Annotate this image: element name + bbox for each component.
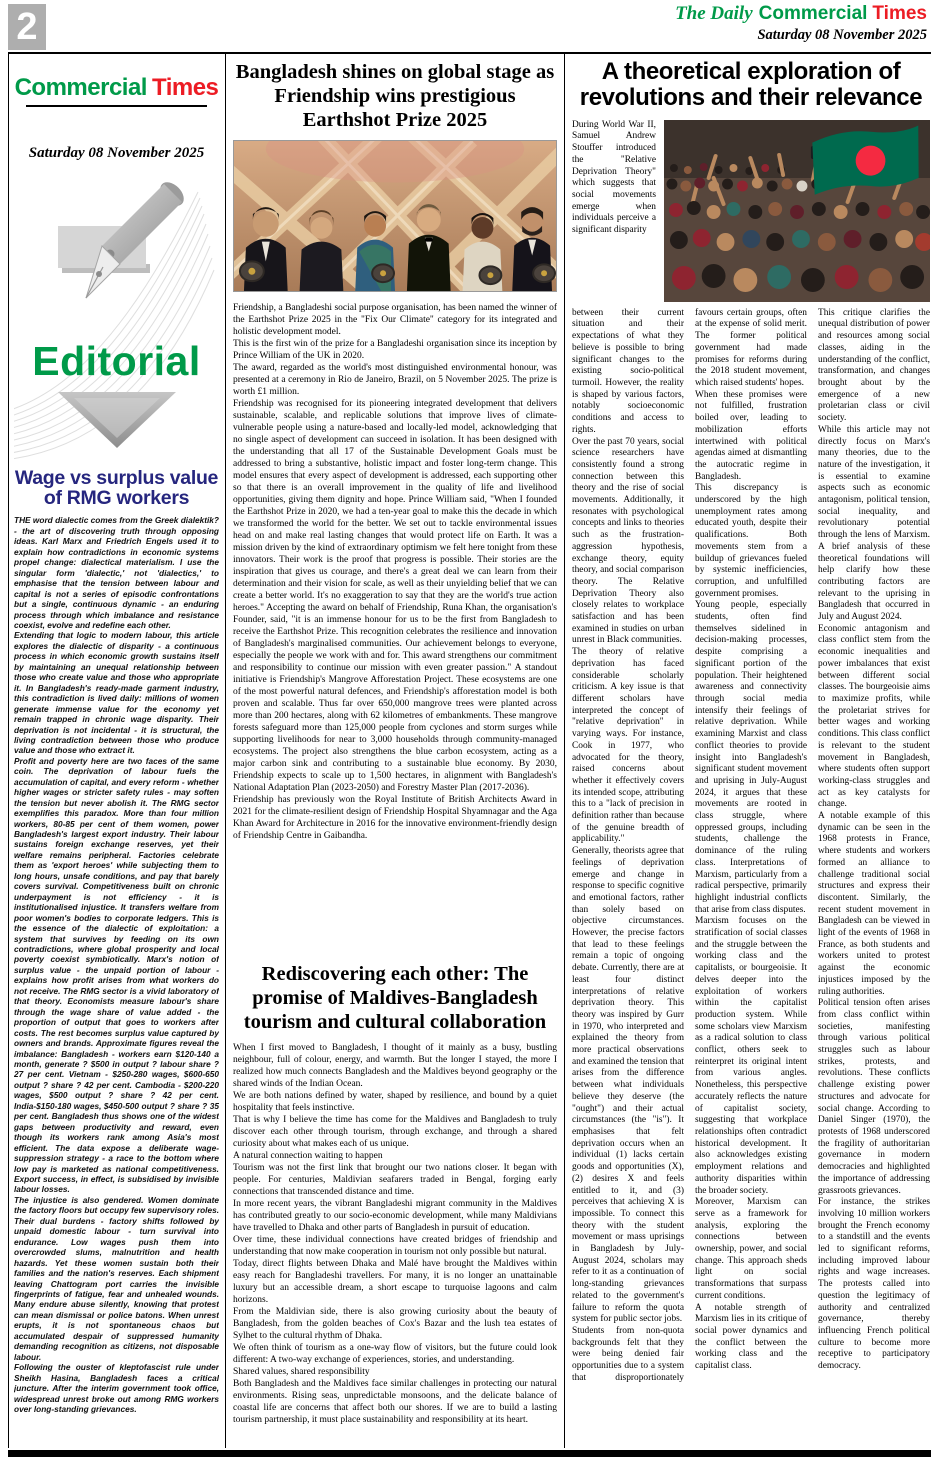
- earthshot-photo: [233, 140, 557, 292]
- paragraph: THE word dialectic comes from the Greek dialektik? - the art of discovering truth through opposing ideas. Karl Marx and Friedrich Engels used it to explain how contradictions in economic systems propel change: dialectical materialism. I use the singular form 'dialectic,' not 'dialectics,' to emphasise that the tension between labour and capital is not a series of episodic confrontations but a single, continuous dynamic - an enduring process through which imbalance and resistance coexist, evolve and redefine each other.: [14, 515, 219, 630]
- editorial-logo: [14, 74, 219, 107]
- logo-underline: [26, 105, 206, 107]
- paragraph: Both Bangladesh and the Maldives face similar challenges in protecting our natural environments. Rising seas, unpredictable monsoons, and the delicate balance of coastal life are concerns that affect both our shores. If we are to build a lasting tourism partnership, it must place sustainability and responsibility at its heart.: [233, 1378, 557, 1425]
- paragraph: Marxism focuses on the stratification of social classes and the struggle between the working class and the capitalists, or bourgeoisie. It delves deeper into the exploitation of workers within the capitalist production system. While some scholars view Marxism as a radical solution to class conflict, others seek to reinterpret its original intent from various angles. Nonetheless, this perspective accurately reflects the nature of capitalist society, suggesting that workplace relationships often contradict historical development. It also acknowledges existing employment relations and authority disparities within the broader society.: [695, 916, 807, 1196]
- paragraph: This discrepancy is underscored by the high unemployment rates among educated youth, despite their qualifications. Both movements stem from a buildup of grievances fueled by systemic inefficiencies, corruption, and unfulfilled government promises.: [695, 483, 807, 599]
- issue-date: Saturday 08 November 2025: [757, 27, 927, 43]
- paragraph: Moreover, Marxism can serve as a framework for analysis, exploring the connections between ownership, power, and social change. This approach sheds light on social transformations that surpass current conditions.: [695, 1197, 807, 1301]
- paragraph: Profit and poverty here are two faces of the same coin. The deprivation of labour fuels the accumulation of capital, and every reform - whether higher wages or stricter safety rules - may soften the tension but never abolish it. The RMG sector exemplifies this paradox. More than four million workers, 80-85 per cent of them women, power Bangladesh's largest export industry. Their labour sustains foreign exchange reserves, yet their welfare remains peripheral. Factories celebrate them as 'export heroes' while subjecting them to long hours, unsafe conditions, and pay that barely covers survival. Competitiveness built on chronic underpayment is not efficiency - it is institutionalised injustice. It transfers welfare from poor women's bodies to corporate ledgers. This is the essence of the dialectic of exploitation: a system that survives by feeding on its own contradictions, where global prosperity and local poverty coexist symbiotically. Marx's notion of surplus value - the unpaid portion of labour - explains how profit arises from what workers do not receive. The RMG sector is a vivid laboratory of that theory. Economists measure labour's share through the wage share of value added - the proportion of output that goes to workers after costs. The rest becomes surplus value captured by owners and brands. Approximate figures reveal the imbalance: Bangladesh - workers earn $120-140 a month, generate ? $500 in output ? labour share ? 27 per cent. Vietnam - $250-280 wages, $600-650 output ? share ? 42 per cent. Cambodia - $200-220 wages, $500 output ? share ? 42 per cent. India-$150-180 wages, $450-500 output ? share ? 35 per cent. Bangladesh thus shows one of the widest gaps between productivity and reward, even though its workers rank among Asia's most efficient. The data expose a deliberate wage-suppression strategy - a race to the bottom where low pay is marketed as national competitiveness. Export success, in effect, is subsidised by invisible labour losses.: [14, 755, 219, 1195]
- paragraph: Economic antagonism and class conflict stem from the economic inequalities and power imbalances that exist between different social classes. The bourgeoisie aims to maximize profits, while the proletariat strives for better wages and working conditions. This class conflict is relevant to the student movement in Bangladesh, where students often support working-class struggles and act as key catalysts for change.: [818, 623, 930, 810]
- paragraph: When these promises were not fulfilled, frustration boiled over, leading to mobilization efforts intertwined with political agendas aimed at dismantling the autocratic regime in Bangladesh.: [695, 389, 807, 482]
- paragraph: Friendship has previously won the Royal Institute of British Architects Award in 2021 for the climate-resilient design of Friendship Hospital Shyamnagar and the Aga Khan Award for Architecture in 2016 for the innovative environment-friendly design of Friendship Centre in Gaibandha.: [233, 794, 557, 841]
- paragraph: Students from non-quota backgrounds felt that they were being denied fair opportunities due to a system that disproportionately favours certain groups, often at the expense of solid merit. The former political government had made promises for reforms during the 2018 student movement, which raised students' hopes.: [572, 307, 807, 1383]
- masthead-daily: The Daily: [675, 3, 753, 24]
- paragraph: We often think of tourism as a one-way flow of visitors, but the future could look different: A two-way exchange of experiences, stories, and understanding.: [233, 1342, 557, 1365]
- masthead-times: Times: [872, 3, 927, 24]
- paragraph: A notable example of this dynamic can be seen in the 1968 protests in France, where students and workers formed an alliance to challenge traditional social structures and express their discontent. Similarly, the recent student movement in Bangladesh can be viewed in light of the events of 1968 in France, as both students and workers united to protest against the economic injustices imposed by the ruling authorities.: [818, 811, 930, 997]
- paragraph: While this article may not directly focus on Marx's many theories, due to the nature of the investigation, it is essential to examine aspects such as economic antagonism, political tension, social inequality, and revolutionary potential through the lens of Marxism. A brief analysis of these theoretical foundations will help clarify how these contributing factors are relevant to the uprising in Bangladesh that occurred in July and August 2024.: [818, 424, 930, 623]
- editorial-title: Wage vs surplus value of RMG workers: [14, 466, 219, 509]
- paragraph: We are both nations defined by water, shaped by resilience, and bound by a quiet hospitality that feels instinctive.: [233, 1090, 557, 1113]
- bottom-rule: [8, 1450, 931, 1457]
- paragraph: Following the ouster of kleptofascist rule under Sheikh Hasina, Bangladesh faces a critical juncture. After the interim government took office, widespread unrest broke out among RMG workers over long-standing grievances.: [14, 1362, 219, 1414]
- editorial-logo-times: Times: [151, 74, 219, 101]
- editorial-graphic: [14, 170, 219, 462]
- paragraph: In more recent years, the vibrant Bangladeshi migrant community in the Maldives has contributed greatly to our socio-economic development, while many Maldivians have travelled to Dhaka and other parts of Bangladesh in pursuit of education.: [233, 1198, 557, 1233]
- page-content: [8, 54, 931, 1448]
- right-column: [565, 54, 931, 1448]
- paragraph: Friendship was recognised for its pioneering integrated development that delivers sustainable, scalable, and replicable solutions that improve lives of climate-vulnerable people using a nature-based and locally-led model, acknowledging that no single aspect of development can succeed in isolation. It has been designed with the understanding that all 17 of the Sustainable Development Goals must be addressed to bring a substantive, holistic impact and foster long-term change. This model ensures that every aspect of development is addressed, each supporting other so that there is an overall improvement in the quality of life and livelihood opportunities, giving them dignity and hope. Prince William said, "When I founded the Earthshot Prize in 2020, we had a ten-year goal to make this the decade in which we transformed the world for the better. We set out to tackle environmental issues head on and make real lasting changes that would protect life on Earth. It was a mission driven by the kind of extraordinary optimism we felt here tonight from these innovators. Their work is the proof that progress is possible. Their stories are the inspiration that gives us courage, and there's a great deal we can learn from their determination and their vision for scale, as well as their unyielding belief that we can create a better world. It's no exaggeration to say that they are the world's true action heroes." Accepting the award on behalf of Friendship, Runa Khan, the organisation's Founder, said, "it is an immense honour for us to be the first from Bangladesh to receive the Earthshot Prize. This recognition celebrates the resilience and innovation of Bangladesh's marginalised communities. Our achievement belongs to everyone, especially the people we work with and for. This award strengthens our commitment and responsibility to continue our mission with even greater passion." A standout initiative is Friendship's Mangrove Afforestation Project. These ecosystems are one of the most powerful natural defences, and Friendship's afforestation model is both proven and scalable. Thus far over 650,000 mangrove trees were planted across more than 200 hectares, along with 62 kilometres of embankments. These mangrove forests safeguard more than 125,000 people from cyclones and storm surges while supporting livelihoods for near to 3,000 households through community-managed ecosystems. The project also strengthens the blue carbon ecosystem, acting as a major carbon sink and contributing to a sustainable blue economy. By 2030, Friendship expects to scale up to 1,500 hectares, in alignment with Bangladesh's National Adaptation Plan (2023-2050) and Forestry Master Plan (2017-2036).: [233, 398, 557, 793]
- revolutions-body: [572, 308, 930, 1448]
- revolutions-lede: [572, 120, 930, 302]
- paragraph: A natural connection waiting to happen: [233, 1150, 383, 1161]
- paragraph: From the Maldivian side, there is also growing curiosity about the beauty of Bangladesh, from the golden beaches of Cox's Bazar and the lush tea estates of Sylhet to the cultural rhythm of Dhaka.: [233, 1306, 557, 1341]
- paragraph: A notable strength of Marxism lies in its critique of social power dynamics and the conflict between the working class and the capitalist class.: [695, 1302, 807, 1372]
- masthead-commercial: Commercial: [758, 3, 868, 24]
- maldives-body: [233, 1042, 557, 1432]
- paragraph: Young people, especially students, often find themselves sidelined in decision-making processes, despite comprising a significant portion of the population. Their heightened awareness and connectivity through social media intensify their feelings of relative deprivation. While examining Marxist and class conflict theories to provide insight into Bangladesh's significant student movement and uprising in July-August 2024, it argues that these movements are rooted in class struggle, where oppressed groups, including students, challenge the dominance of the ruling class. Interpretations of Marxism, particularly from a radical perspective, primarily highlight industrial conflicts that arise from class disputes.: [695, 600, 807, 915]
- paragraph: Political tension often arises from class conflict within societies, manifesting through various political struggles such as labour strikes, protests, and revolutions. These conflicts challenge existing power structures and advocate for social change. According to Daniel Singer (1970), the protests of 1968 underscored the fragility of authoritarian governance in modern democracies and highlighted the importance of addressing grassroots grievances.: [818, 998, 930, 1196]
- revolutions-intro: During World War II, Samuel Andrew Stouffer introduced the "Relative Deprivation Theory" which suggests that social movements emerge when individuals perceive a significant disparity: [572, 119, 656, 236]
- editorial-pen-icon: [14, 172, 219, 340]
- paragraph: The theory of relative deprivation has faced considerable scholarly criticism. A key issue is that different scholars have interpreted the concept of "relative deprivation" in varying ways. For instance, Cook in 1977, who advocated for the theory, raised concerns about whether it effectively covers its intended scope, attributing this to a "lack of precision in definition rather than because of the genuine breadth of applicability.": [572, 647, 684, 845]
- masthead: [675, 4, 927, 44]
- page-header: [0, 0, 939, 54]
- paragraph: This is the first win of the prize for a Bangladeshi organisation since its inception by Prince William of the UK in 2020.: [233, 338, 557, 361]
- paragraph: between their current situation and their expectations of what they believe is possible to bring significant changes to the existing socio-political turmoil. However, the reality is shaped by various factors, notably socioeconomic conditions and access to rights.: [572, 307, 684, 435]
- editorial-column: [9, 54, 226, 1448]
- paragraph: When I first moved to Bangladesh, I thought of it mainly as a busy, bustling neighbour, full of colour, energy, and warmth. But the longer I stayed, the more I realized how much connects Bangladesh and the Maldives beyond geography or the shared winds of the Indian Ocean.: [233, 1042, 557, 1089]
- paragraph: That is why I believe the time has come for the Maldives and Bangladesh to truly discover each other through tourism, through exchange, and through a shared curiosity about what makes each of us unique.: [233, 1114, 557, 1149]
- paragraph: The injustice is also gendered. Women dominate the factory floors but occupy few supervisory roles. Their dual burdens - factory shifts followed by unpaid domestic labour - turn survival into endurance. Low wages push them into overcrowded slums, malnutrition and health hazards. Yet these women sustain both their families and the nation's reserves. Each shipment leaving Chattogram port carries the invisible fingerprints of fatigue, fear and unhealed wounds. Many endure abuse silently, knowing that protest can mean dismissal or police batons. When unrest erupts, it is not spontaneous chaos but accumulated despair of suppressed humanity demanding recognition as citizens, not disposable labour.: [14, 1194, 219, 1362]
- maldives-headline: Rediscovering each other: The promise of Maldives-Bangladesh tourism and cultural collaboration: [243, 962, 547, 1033]
- paragraph: Shared values, shared responsibility: [233, 1366, 370, 1377]
- paragraph: Extending that logic to modern labour, this article explores the dialectic of disparity - a continuous process in which economic growth sustains itself by maintaining an unequal relationship between those who create value and those who appropriate it. In Bangladesh's ready-made garment industry, this contradiction is lived daily: millions of women generate immense value for the economy yet remain trapped in chronic wage disparity. Their deprivation is not incidental - it is structural, the living contradiction between those who produce value and those who extract it.: [14, 630, 219, 756]
- paragraph: This critique clarifies the unequal distribution of power and resources among social classes, aiding in the understanding of the conflict, transformation, and changes brought about by the emergence of a new proletarian class or civil society.: [818, 307, 930, 424]
- editorial-logo-commercial: Commercial: [14, 74, 147, 101]
- paragraph: Generally, theorists agree that feelings of deprivation emerge and change in response to specific cognitive and emotional factors, rather than solely based on objective circumstances. However, the precise factors that lead to these feelings remain a topic of ongoing debate. Currently, there are at least four distinct interpretations of relative deprivation theory. This theory was inspired by Gurr in 1970, who interpreted and explained the theory from more practical observations and examined the tension that arises from the difference between what individuals believe they deserve (the "ought") and their actual circumstances (the "is"). It emphasises that felt deprivation occurs when an individual (1) lacks certain goods and opportunities (X), (2) desires X and feels entitled to it, and (3) perceives that achieving X is impossible. To connect this theory with the student movement or mass uprisings in Bangladesh by July-August 2024, scholars may refer to it as a continuation of long-standing grievances related to the government's failure to reform the quota system for public sector jobs.: [572, 846, 684, 1325]
- earthshot-body: [233, 302, 557, 954]
- paragraph: Friendship, a Bangladeshi social purpose organisation, has been named the winner of the Earthshot Prize 2025 in the "Fix Our Climate" category for its integrated and holistic development model.: [233, 302, 557, 337]
- editorial-label: Editorial: [32, 337, 201, 384]
- paragraph: Today, direct flights between Dhaka and Malé have brought the Maldives within easy reach for Bangladeshi travellers. For many, it is no longer an unattainable luxury but an accessible dream, a short escape to turquoise lagoons and calm horizons.: [233, 1258, 557, 1305]
- middle-column: [226, 54, 565, 1448]
- editorial-date: Saturday 08 November 2025: [28, 144, 205, 161]
- paragraph: Over time, these individual connections have created bridges of friendship and understanding that now make cooperation in tourism not only possible but natural.: [233, 1234, 557, 1257]
- paragraph: Tourism was not the first link that brought our two nations closer. It began with people. For centuries, Maldivian seafarers traded in Bengal, forging early connections that transcended distance and time.: [233, 1162, 557, 1197]
- paragraph: The award, regarded as the world's most distinguished environmental honour, was presented at a ceremony in Rio de Janeiro, Brazil, on 5 November 2025. The prize is worth £1 million.: [233, 362, 557, 397]
- page-number: 2: [8, 4, 46, 50]
- revolutions-headline: A theoretical exploration of revolutions and their relevance: [579, 58, 923, 112]
- earthshot-headline: Bangladesh shines on global stage as Friendship wins prestigious Earthshot Prize 2025: [235, 61, 555, 131]
- protest-photo: [664, 120, 930, 302]
- editorial-body: [14, 515, 219, 1448]
- editorial-arrow-icon: [52, 392, 182, 454]
- paragraph: For instance, the strikes involving 10 million workers brought the French economy to a standstill and the events led to significant reforms, including improved labour rights and wage increases. The protests called into question the legitimacy of authority and centralized governance, thereby influencing French political culture to become more receptive to participatory democracy.: [818, 1197, 930, 1372]
- paragraph: Over the past 70 years, social science researchers have consistently found a strong connection between this theory and the rise of social movements. Additionally, it resonates with psychological concepts and links to theories such as the frustration-aggression hypothesis, exchange theory, equity theory, and social comparison theory. The Relative Deprivation Theory also closely relates to workplace satisfaction and has been examined in studies on urban unrest in Black communities.: [572, 436, 684, 646]
